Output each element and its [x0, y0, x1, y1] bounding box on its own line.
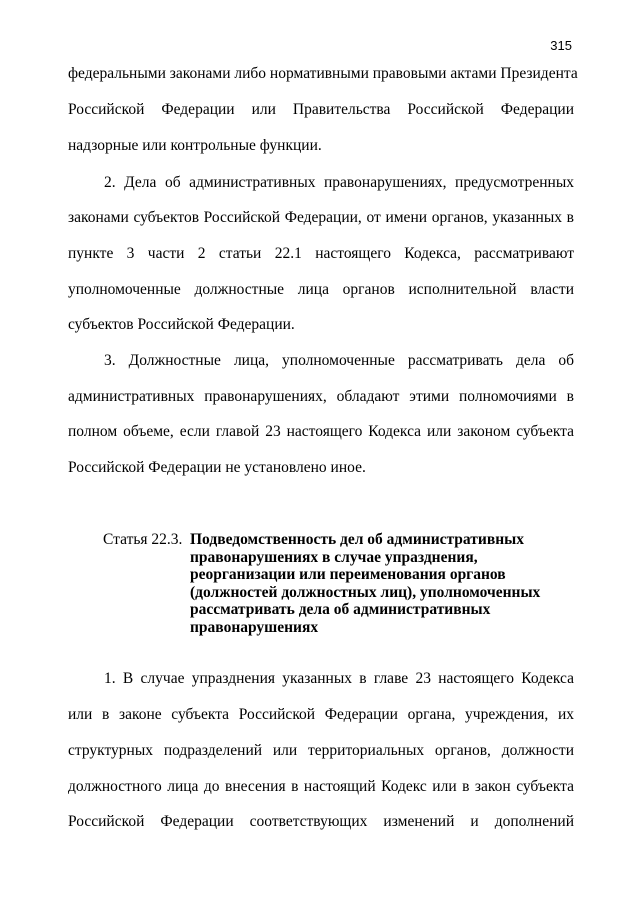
article-title-line: Подведомственность дел об административных — [190, 531, 524, 548]
article-title-line: реорганизации или переименования органов — [190, 566, 506, 584]
text-line: пункте 3 части 2 статьи 22.1 настоящего Кодекса, рассматривают — [68, 245, 574, 262]
article-title-line: рассматривать дела об административных — [190, 601, 491, 619]
text-line: уполномоченные должностные лица органов исполнительной власти — [68, 281, 574, 298]
text-line: законами субъектов Российской Федерации, от имени органов, указанных в — [68, 209, 574, 226]
article-title-line: (должностей должностных лиц), уполномоченных — [190, 583, 541, 601]
article-title-line: правонарушениях — [190, 618, 319, 636]
text-line: структурных подразделений или территориальных органов, должности — [68, 742, 574, 759]
text-line: 3. Должностные лица, уполномоченные рассматривать дела об — [104, 352, 574, 369]
article-title — [190, 531, 560, 637]
text-line: полном объеме, если главой 23 настоящего Кодекса или законом субъекта — [68, 423, 574, 440]
text-line: надзорные или контрольные функции. — [68, 137, 322, 154]
text-line: должностного лица до внесения в настоящий Кодекс или в закон субъекта — [68, 778, 574, 795]
text-line: Российской Федерации или Правительства Российской Федерации — [68, 101, 574, 118]
text-line: Российской Федерации не установлено иное. — [68, 459, 366, 476]
text-line: административных правонарушениях, обладают этими полномочиями в — [68, 388, 574, 405]
article-label: Статья 22.3. — [103, 531, 183, 548]
text-line: Российской Федерации соответствующих изменений и дополнений — [68, 813, 574, 830]
text-line: федеральными законами либо нормативными правовыми актами Президента — [68, 65, 578, 82]
page-number: 315 — [550, 38, 572, 53]
text-line: субъектов Российской Федерации. — [68, 316, 295, 333]
article-title-line: правонарушениях в случае упразднения, — [190, 548, 478, 566]
text-line: 2. Дела об административных правонарушениях, предусмотренных — [104, 174, 574, 191]
text-line: или в законе субъекта Российской Федерации органа, учреждения, их — [68, 706, 574, 723]
text-line: 1. В случае упразднения указанных в главе 23 настоящего Кодекса — [104, 670, 574, 687]
